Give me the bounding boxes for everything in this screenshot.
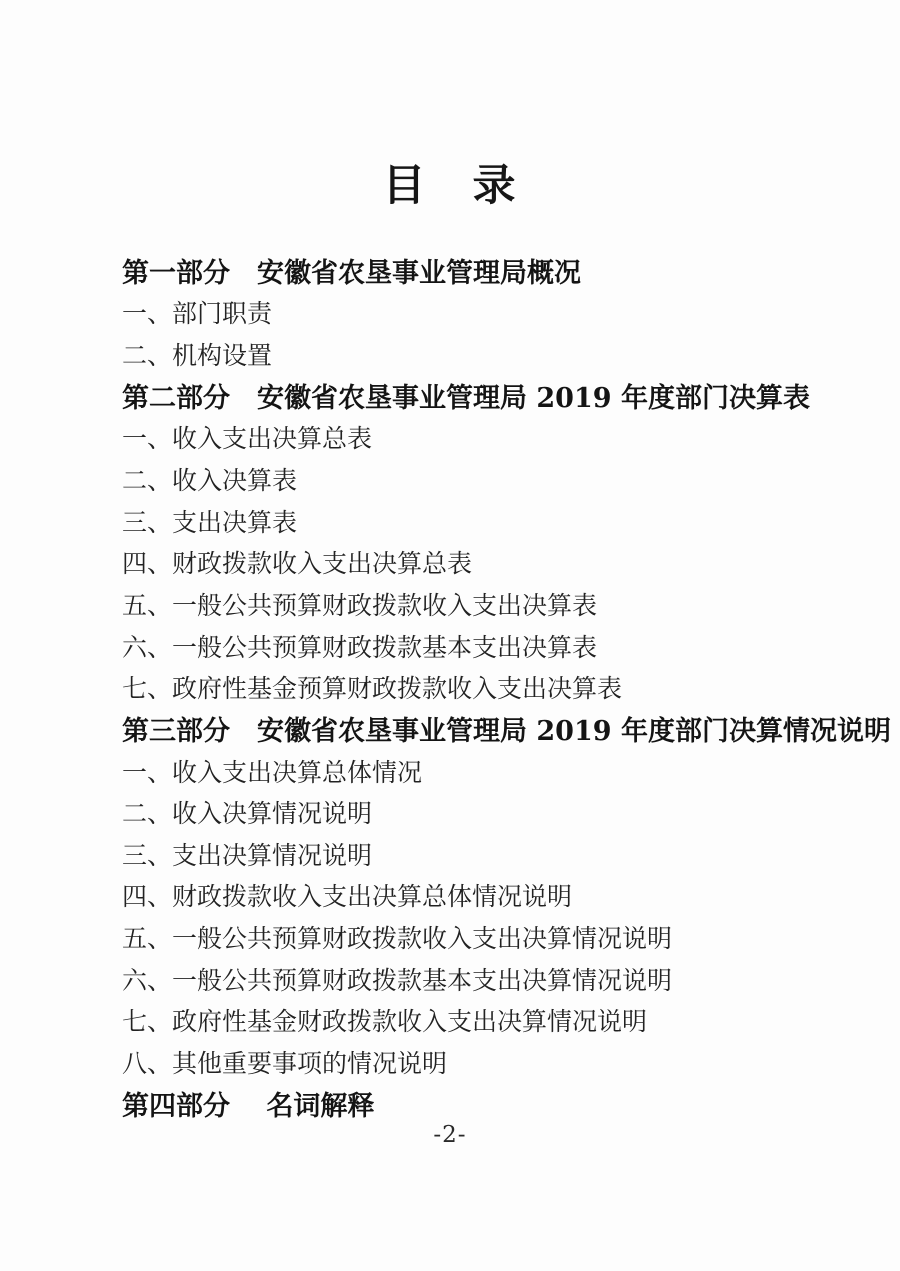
toc-item: 一、收入支出决算总表 bbox=[122, 424, 373, 454]
toc-item: 五、一般公共预算财政拨款收入支出决算表 bbox=[122, 590, 598, 620]
toc-item: 三、支出决算情况说明 bbox=[122, 840, 373, 870]
toc-item: 六、一般公共预算财政拨款基本支出决算表 bbox=[122, 632, 598, 662]
toc-item: 六、一般公共预算财政拨款基本支出决算情况说明 bbox=[122, 965, 673, 995]
toc-item: 一、部门职责 bbox=[122, 299, 273, 329]
page-number: -2- bbox=[433, 1122, 467, 1148]
toc-item: 五、一般公共预算财政拨款收入支出决算情况说明 bbox=[122, 924, 673, 954]
toc-item: 八、其他重要事项的情况说明 bbox=[122, 1048, 448, 1078]
toc-item: 二、机构设置 bbox=[122, 341, 273, 371]
toc-item: 七、政府性基金财政拨款收入支出决算情况说明 bbox=[122, 1007, 648, 1037]
table-of-contents bbox=[122, 250, 891, 1124]
toc-item: 一、收入支出决算总体情况 bbox=[122, 757, 423, 787]
toc-item: 三、支出决算表 bbox=[122, 507, 298, 537]
toc-heading-part-3: 第三部分 安徽省农垦事业管理局 2019 年度部门决算情况说明 bbox=[122, 716, 891, 748]
toc-heading-part-2: 第二部分 安徽省农垦事业管理局 2019 年度部门决算表 bbox=[122, 383, 810, 415]
document-title: 目 录 bbox=[382, 161, 518, 211]
toc-item: 四、财政拨款收入支出决算总表 bbox=[122, 549, 473, 579]
toc-item: 二、收入决算情况说明 bbox=[122, 799, 373, 829]
toc-item: 二、收入决算表 bbox=[122, 466, 298, 496]
toc-heading-part-1: 第一部分 安徽省农垦事业管理局概况 bbox=[122, 258, 581, 290]
toc-heading-part-4: 第四部分 名词解释 bbox=[122, 1091, 375, 1123]
toc-item: 四、财政拨款收入支出决算总体情况说明 bbox=[122, 882, 573, 912]
toc-item: 七、政府性基金预算财政拨款收入支出决算表 bbox=[122, 674, 623, 704]
